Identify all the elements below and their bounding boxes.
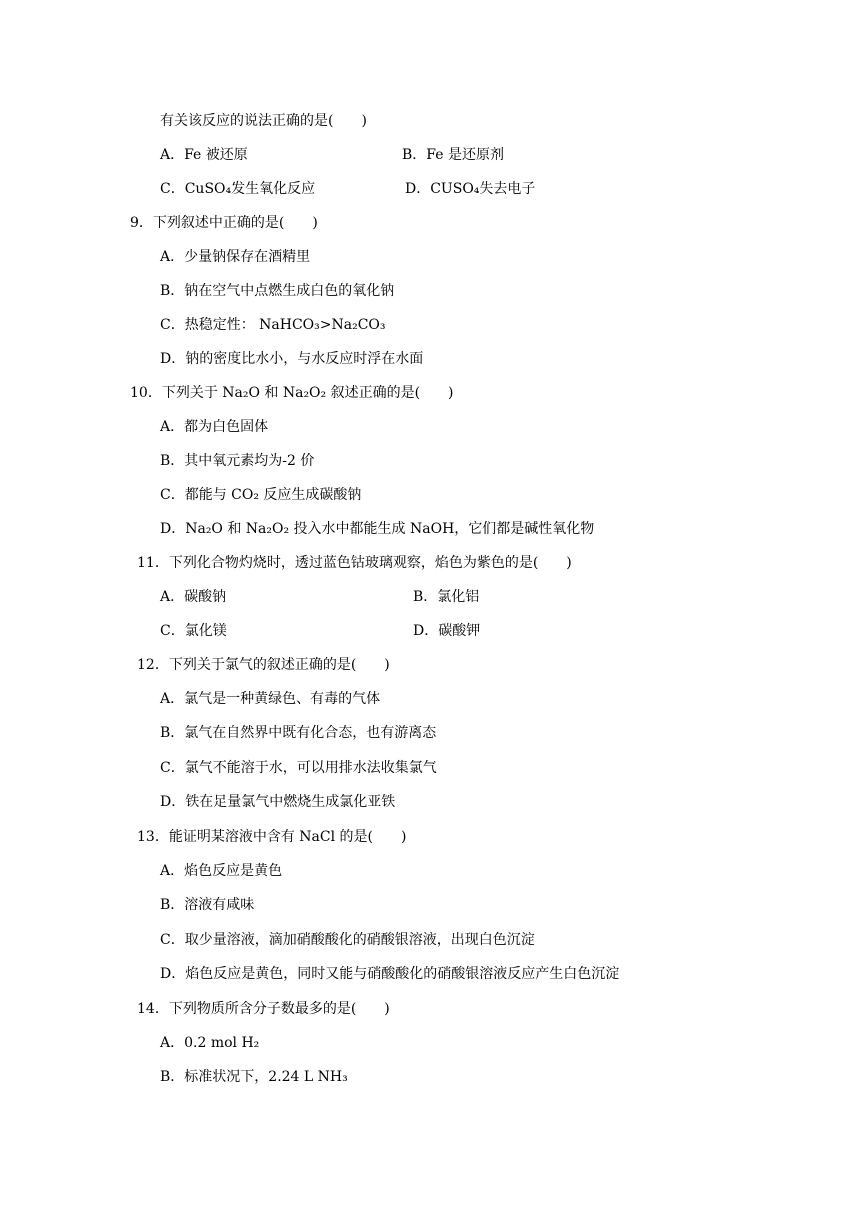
question-12-stem: 12．下列关于氯气的叙述正确的是( ): [137, 657, 390, 673]
question-12-option-b: B．氯气在自然界中既有化合态，也有游离态: [160, 725, 437, 741]
question-12-option-d: D．铁在足量氯气中燃烧生成氯化亚铁: [160, 794, 396, 810]
question-11-stem: 11．下列化合物灼烧时，透过蓝色钴玻璃观察，焰色为紫色的是( ): [137, 555, 572, 571]
question-13-option-d: D．焰色反应是黄色，同时又能与硝酸酸化的硝酸银溶液反应产生白色沉淀: [160, 966, 620, 982]
question-11-option-a: A．碳酸钠: [160, 589, 227, 605]
question-10-stem: 10．下列关于 Na₂O 和 Na₂O₂ 叙述正确的是( ): [130, 385, 454, 401]
question-10-option-d: D．Na₂O 和 Na₂O₂ 投入水中都能生成 NaOH，它们都是碱性氧化物: [160, 521, 595, 537]
question-8-option-c: C．CuSO₄发生氧化反应: [160, 181, 316, 197]
question-11-option-b: B．氯化铝: [413, 589, 480, 605]
question-13-option-c: C．取少量溶液，滴加硝酸酸化的硝酸银溶液，出现白色沉淀: [160, 932, 535, 948]
question-12-option-c: C．氯气不能溶于水，可以用排水法收集氯气: [160, 760, 437, 776]
question-8-option-a: A．Fe 被还原: [160, 147, 248, 163]
question-11-option-c: C．氯化镁: [160, 623, 227, 639]
question-9-stem: 9．下列叙述中正确的是( ): [130, 215, 318, 231]
question-14-option-b: B．标准状况下，2.24 L NH₃: [160, 1069, 348, 1085]
question-13-option-b: B．溶液有咸味: [160, 897, 255, 913]
question-11-option-d: D．碳酸钾: [413, 623, 481, 639]
question-13-stem: 13．能证明某溶液中含有 NaCl 的是( ): [137, 829, 407, 845]
question-14-stem: 14．下列物质所含分子数最多的是( ): [137, 1001, 390, 1017]
question-9-option-c: C．热稳定性： NaHCO₃>Na₂CO₃: [160, 317, 386, 333]
question-14-option-a: A．0.2 mol H₂: [160, 1035, 260, 1051]
question-9-option-b: B．钠在空气中点燃生成白色的氧化钠: [160, 283, 395, 299]
question-12-option-a: A．氯气是一种黄绿色、有毒的气体: [160, 691, 381, 707]
question-9-option-a: A．少量钠保存在酒精里: [160, 249, 311, 265]
question-10-option-b: B．其中氧元素均为-2 价: [160, 453, 315, 469]
question-8-option-b: B．Fe 是还原剂: [402, 147, 504, 163]
question-10-option-a: A．都为白色固体: [160, 419, 269, 435]
question-8-option-d: D．CUSO₄失去电子: [405, 181, 536, 197]
question-8-stem: 有关该反应的说法正确的是( ): [160, 113, 367, 129]
question-9-option-d: D．钠的密度比水小，与水反应时浮在水面: [160, 351, 424, 367]
question-10-option-c: C．都能与 CO₂ 反应生成碳酸钠: [160, 487, 362, 503]
question-13-option-a: A．焰色反应是黄色: [160, 863, 283, 879]
